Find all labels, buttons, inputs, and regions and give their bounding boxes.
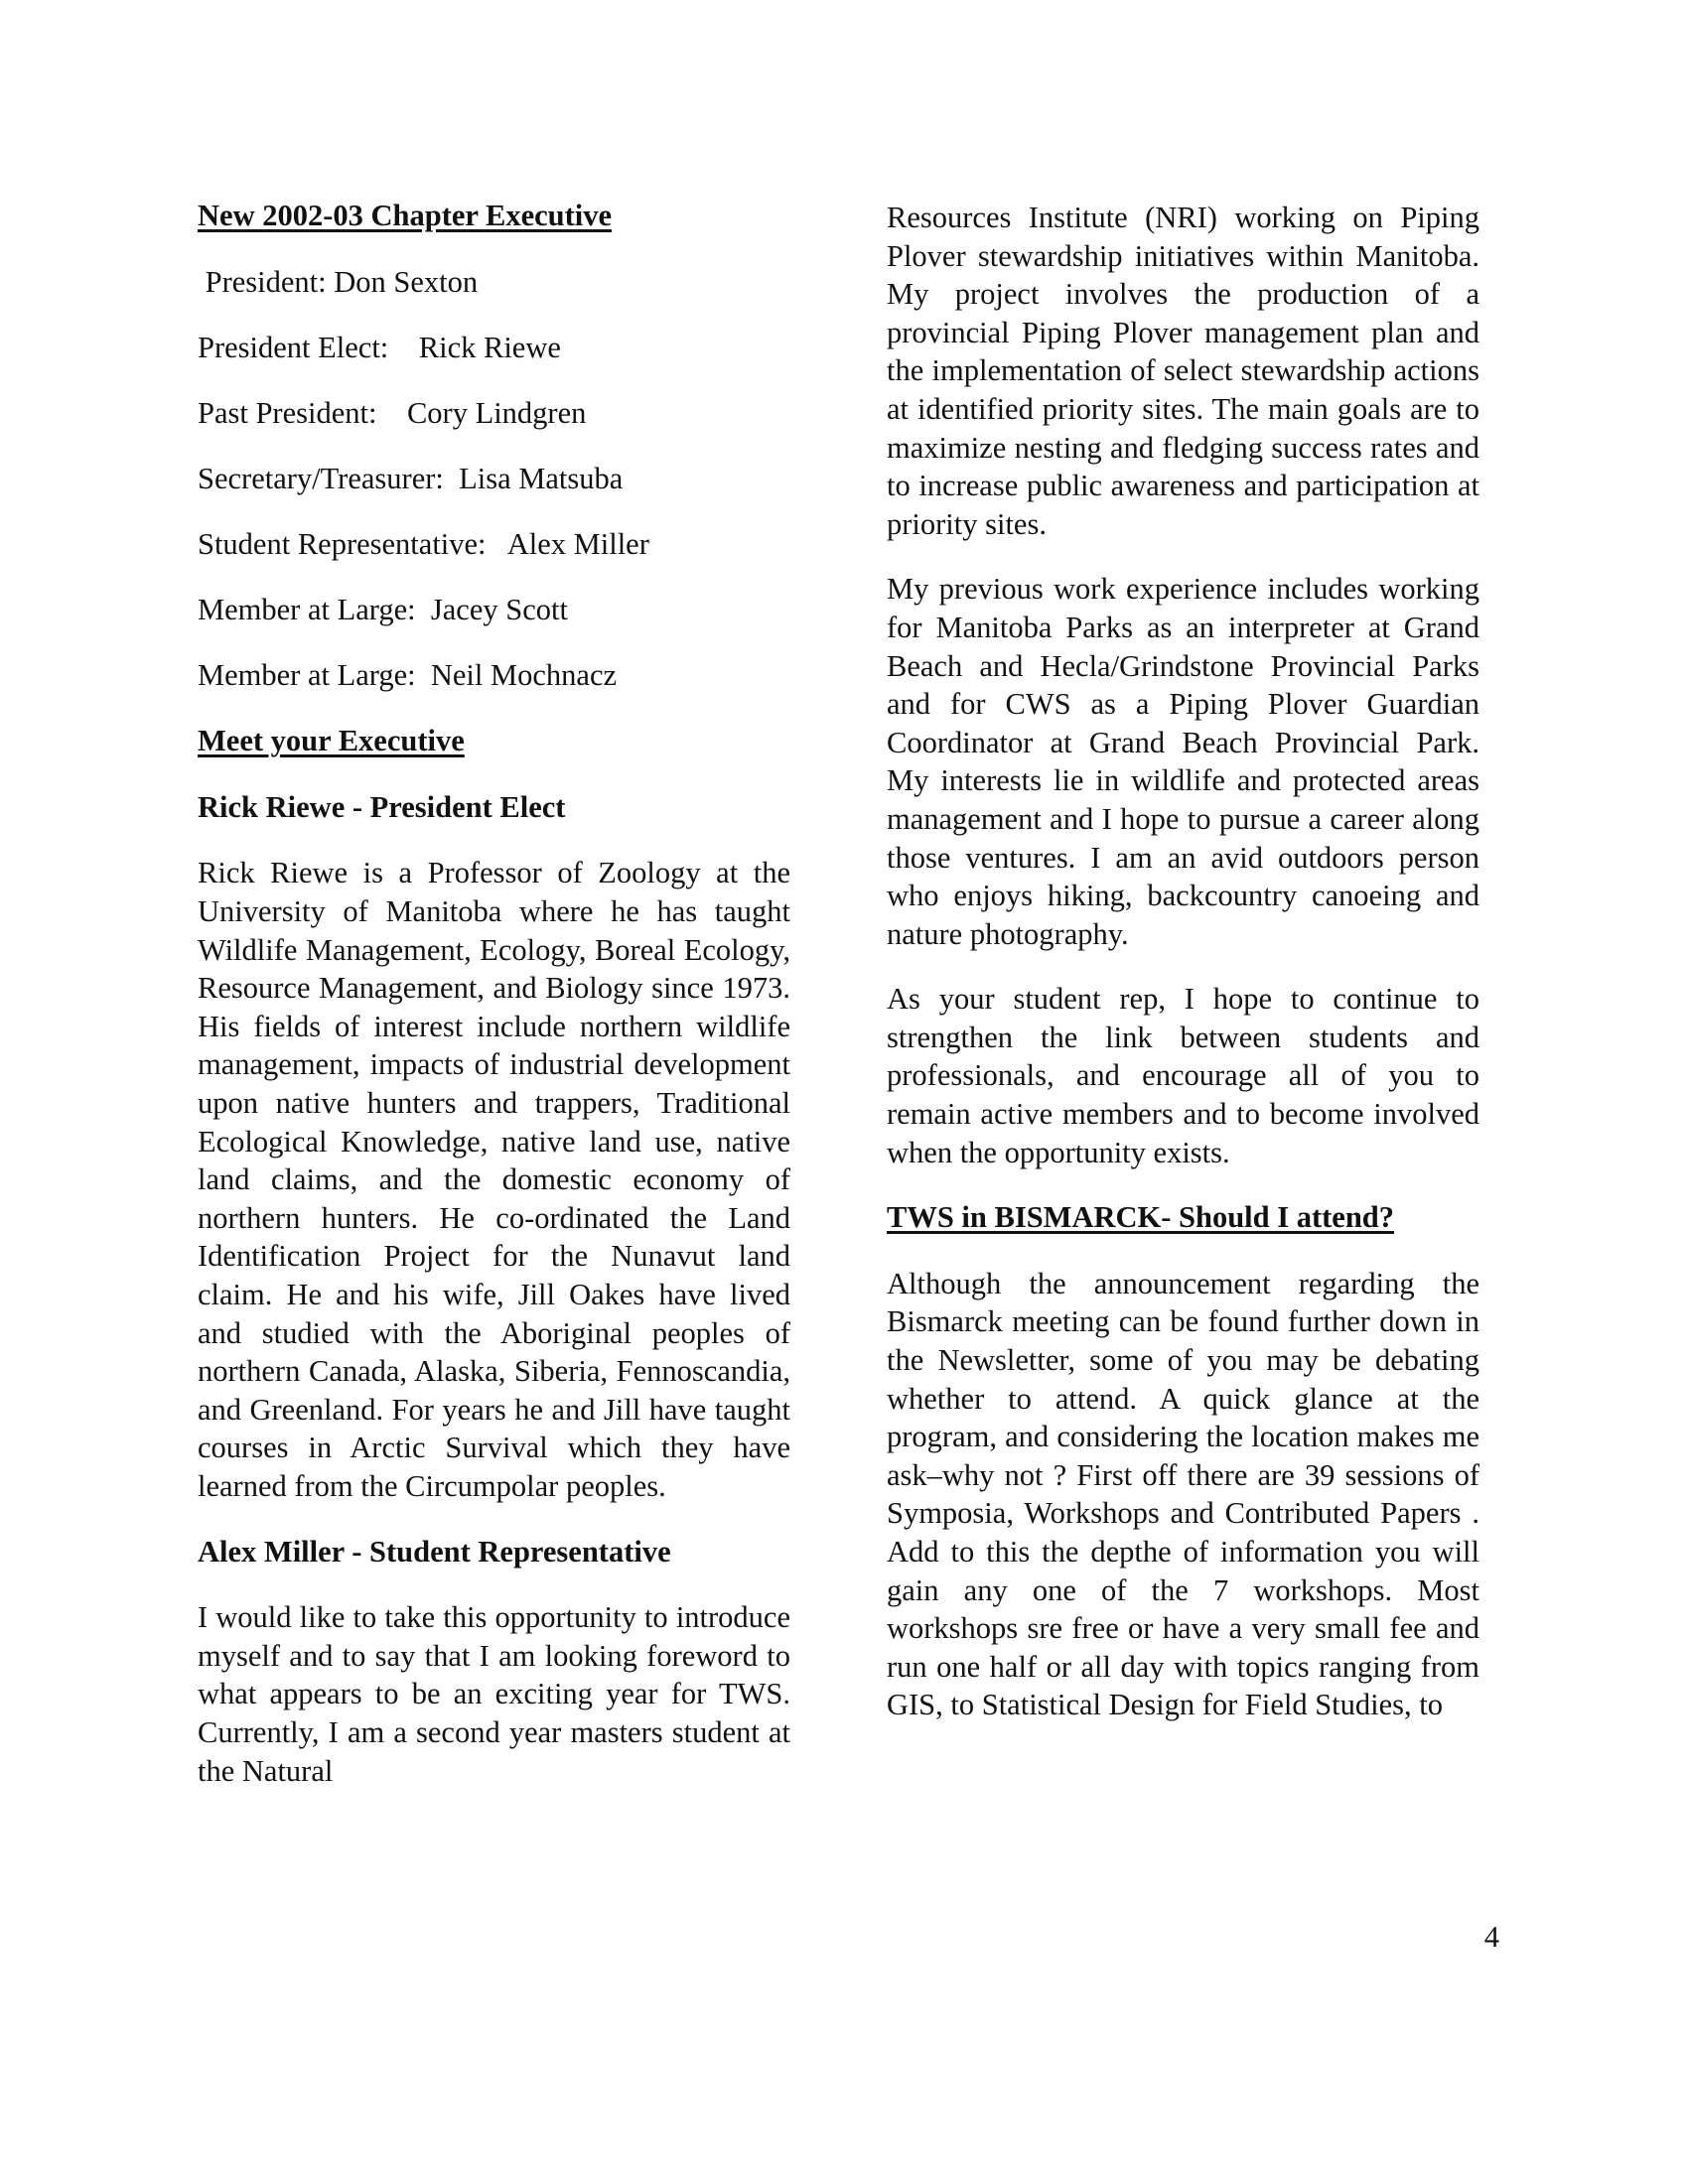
left-column xyxy=(198,197,790,1817)
bismarck-paragraph: Although the announcement regarding the Bismarck meeting can be found further down in the Newsletter, some of you may be debating whether to attend. A quick glance at the program, and considering the location makes me ask–why not ? First off there are 39 sessions of Symposia, Workshops and Contributed Papers . Add to this the depthe of information you will gain any one of the 7 workshops. Most workshops sre free or have a very small fee and run one half or all day with topics ranging from GIS, to Statistical Design for Field Studies, to xyxy=(887,1266,1479,1722)
miller-experience-paragraph: My previous work experience includes working for Manitoba Parks as an interpreter at Grand Beach and Hecla/Grindstone Provincial Parks and for CWS as a Piping Plover Guardian Coordinator at Grand Beach Provincial Park. My interests lie in wildlife and protected areas management and I hope to pursue a career along those ventures. I am an avid outdoors person who enjoys hiking, backcountry canoeing and nature photography. xyxy=(887,572,1479,951)
riewe-heading: Rick Riewe - President Elect xyxy=(198,789,566,824)
executive-past-president: Past President: Cory Lindgren xyxy=(198,395,587,430)
bismarck-heading: TWS in BISMARCK- Should I attend? xyxy=(887,1200,1395,1235)
executive-president-elect: President Elect: Rick Riewe xyxy=(198,330,561,364)
executive-member-at-large-1: Member at Large: Jacey Scott xyxy=(198,593,568,627)
riewe-paragraph: Rick Riewe is a Professor of Zoology at the University of Manitoba where he has taught Wildlife Management, Ecology, Boreal Ecology, Resource Management, and Biology since 1973. His fields of interest include northern wildlife management, impacts of industrial development upon native hunters and trappers, Traditional Ecological Knowledge, native land use, native land claims, and the domestic economy of northern hunters. He co-ordinated the Land Identification Project for the Nunavut land claim. He and his wife, Jill Oakes have lived and studied with the Aboriginal peoples of northern Canada, Alaska, Siberia, Fennoscandia, and Greenland. For years he and Jill have taught courses in Arctic Survival which they have learned from the Circumpolar peoples. xyxy=(198,856,790,1503)
meet-executive-heading: Meet your Executive xyxy=(198,724,465,758)
executive-president: President: Don Sexton xyxy=(198,264,479,299)
miller-continued-paragraph: Resources Institute (NRI) working on Piping Plover stewardship initiatives within Manitoba. My project involves the production of a provincial Piping Plover management plan and the implementation of select stewardship actions at identified priority sites. The main goals are to maximize nesting and fledging success rates and to increase public awareness and participation at priority sites. xyxy=(887,201,1479,541)
miller-closing-paragraph: As your student rep, I hope to continue to strengthen the link between students and professionals, and encourage all of you to remain active members and to become involved when the opportunity exists. xyxy=(887,982,1479,1169)
page-number: 4 xyxy=(1483,1920,1499,1954)
executive-list xyxy=(198,263,790,695)
miller-paragraph: I would like to take this opportunity to introduce myself and to say that I am looking foreword to what appears to be an exciting year for TWS. Currently, I am a second year masters student at the Natural xyxy=(198,1600,790,1788)
executive-secretary-treasurer: Secretary/Treasurer: Lisa Matsuba xyxy=(198,461,624,495)
chapter-executive-heading: New 2002-03 Chapter Executive xyxy=(198,199,613,232)
miller-heading: Alex Miller - Student Representative xyxy=(198,1534,671,1569)
right-column xyxy=(887,199,1479,1751)
executive-member-at-large-2: Member at Large: Neil Mochnacz xyxy=(198,658,618,693)
executive-student-representative: Student Representative: Alex Miller xyxy=(198,526,649,561)
